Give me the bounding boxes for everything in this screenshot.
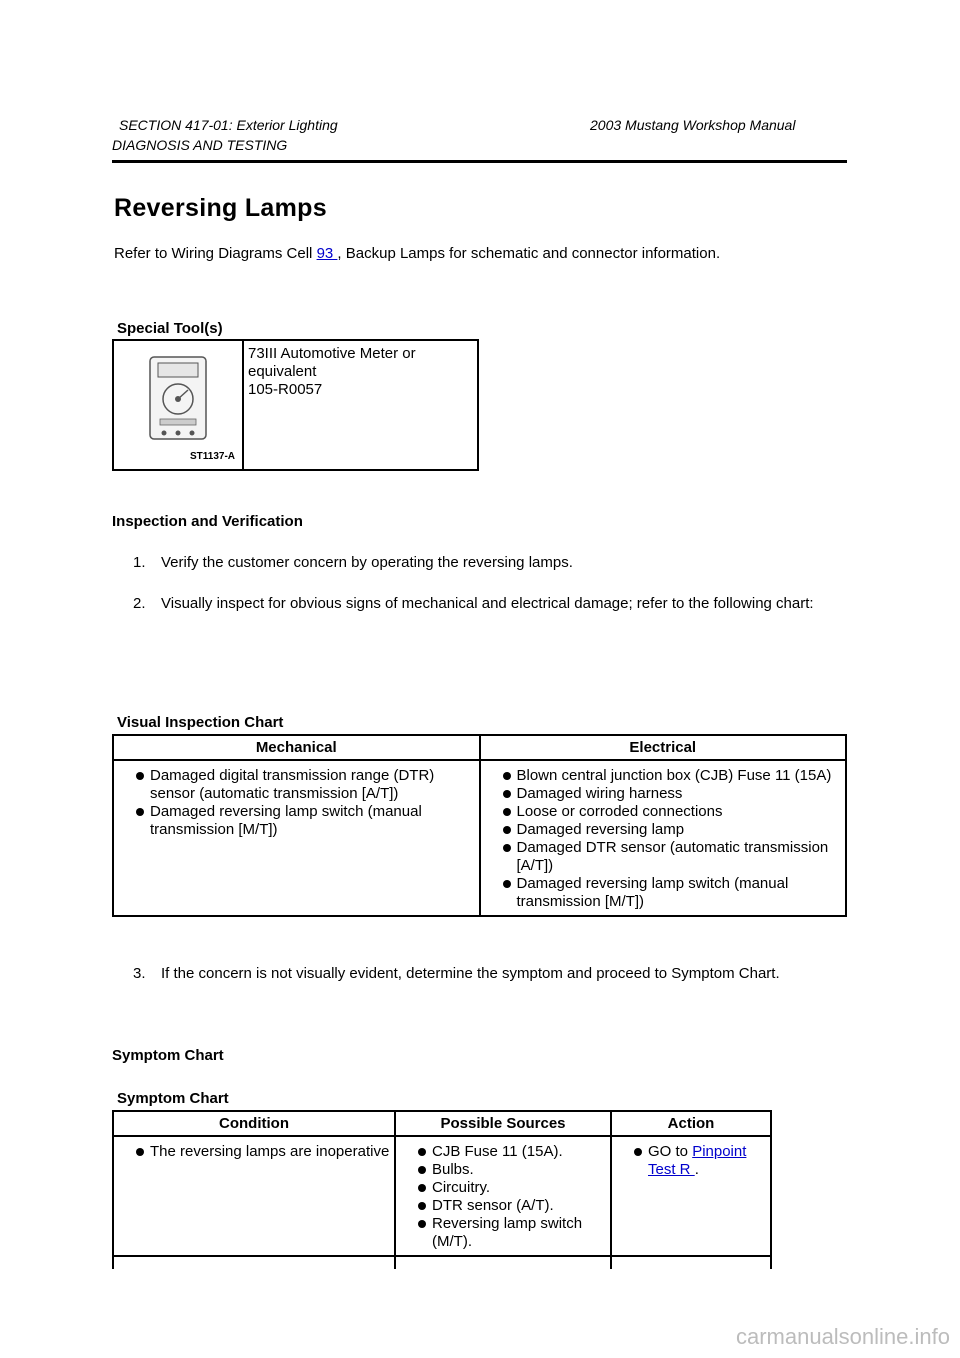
wiring-diagram-link[interactable]: 93: [316, 245, 338, 262]
tool-description-line: 105-R0057: [248, 381, 323, 398]
tool-description-line: equivalent: [248, 363, 317, 380]
section-label: SECTION 417-01: Exterior Lighting: [119, 117, 338, 133]
page-subtitle: DIAGNOSIS AND TESTING: [112, 137, 288, 153]
step-number: 2.: [133, 595, 146, 612]
sources-cell: [395, 1136, 611, 1256]
symptom-heading: Symptom Chart: [112, 1047, 224, 1064]
step-text: Visually inspect for obvious signs of mechanical and electrical damage; refer to the following chart:: [161, 595, 814, 612]
tool-image-label: ST1137-A: [190, 451, 236, 462]
action-cell: [611, 1136, 771, 1256]
step-number: 1.: [133, 554, 146, 571]
mechanical-cell: [113, 760, 480, 916]
symptom-table: [112, 1110, 772, 1269]
empty-row-cell: [395, 1256, 611, 1269]
column-header-sources: Possible Sources: [395, 1111, 611, 1136]
intro-text-after: , Backup Lamps for schematic and connector information.: [337, 245, 721, 262]
column-header-action: Action: [611, 1111, 771, 1136]
header-rule: [112, 160, 847, 163]
list-item: Damaged DTR sensor (automatic transmission [A/T]): [485, 839, 840, 875]
manual-title: 2003 Mustang Workshop Manual: [590, 117, 796, 133]
list-item: Damaged wiring harness: [485, 785, 840, 803]
list-item: The reversing lamps are inoperative: [118, 1143, 390, 1161]
action-text-end: .: [694, 1161, 699, 1178]
list-item: Damaged reversing lamp switch (manual transmission [M/T]): [485, 875, 840, 911]
electrical-cell: [480, 760, 847, 916]
step-text: If the concern is not visually evident, determine the symptom and proceed to Symptom Chart.: [161, 965, 780, 982]
visual-chart-caption: Visual Inspection Chart: [117, 714, 284, 731]
list-item: Damaged reversing lamp switch (manual transmission [M/T]): [118, 803, 473, 839]
inspection-heading: Inspection and Verification: [112, 513, 303, 530]
intro-text-before: Refer to Wiring Diagrams Cell: [114, 245, 317, 262]
condition-cell: [113, 1136, 395, 1256]
column-header-electrical: Electrical: [480, 735, 847, 760]
empty-row-cell: [113, 1256, 395, 1269]
symptom-chart-caption: Symptom Chart: [117, 1090, 229, 1107]
page-title: Reversing Lamps: [114, 194, 327, 222]
special-tools-caption: Special Tool(s): [117, 320, 223, 337]
action-text: GO to: [648, 1143, 693, 1160]
visual-inspection-table: [112, 734, 847, 917]
intro-paragraph: [114, 245, 720, 262]
list-item: CJB Fuse 11 (15A).: [400, 1143, 606, 1161]
list-item: Reversing lamp switch (M/T).: [400, 1215, 606, 1251]
multimeter-icon: [148, 355, 208, 441]
list-item: Blown central junction box (CJB) Fuse 11 (15A): [485, 767, 840, 785]
column-header-condition: Condition: [113, 1111, 395, 1136]
pinpoint-test-link[interactable]: Pinpoint Test R: [648, 1143, 747, 1178]
watermark: carmanualsonline.info: [735, 1324, 950, 1349]
list-item: Bulbs.: [400, 1161, 606, 1179]
list-item: Damaged digital transmission range (DTR) sensor (automatic transmission [A/T]): [118, 767, 473, 803]
list-item: Loose or corroded connections: [485, 803, 840, 821]
column-header-mechanical: Mechanical: [113, 735, 480, 760]
tool-description-cell: [243, 340, 478, 470]
empty-row-cell: [611, 1256, 771, 1269]
special-tools-table: [112, 339, 479, 471]
list-item: DTR sensor (A/T).: [400, 1197, 606, 1215]
tool-description-line: 73III Automotive Meter or: [248, 345, 416, 362]
list-item: [616, 1143, 766, 1179]
step-number: 3.: [133, 965, 146, 982]
tool-image-cell: [113, 340, 243, 470]
step-text: Verify the customer concern by operating the reversing lamps.: [161, 554, 573, 571]
list-item: Circuitry.: [400, 1179, 606, 1197]
list-item: Damaged reversing lamp: [485, 821, 840, 839]
